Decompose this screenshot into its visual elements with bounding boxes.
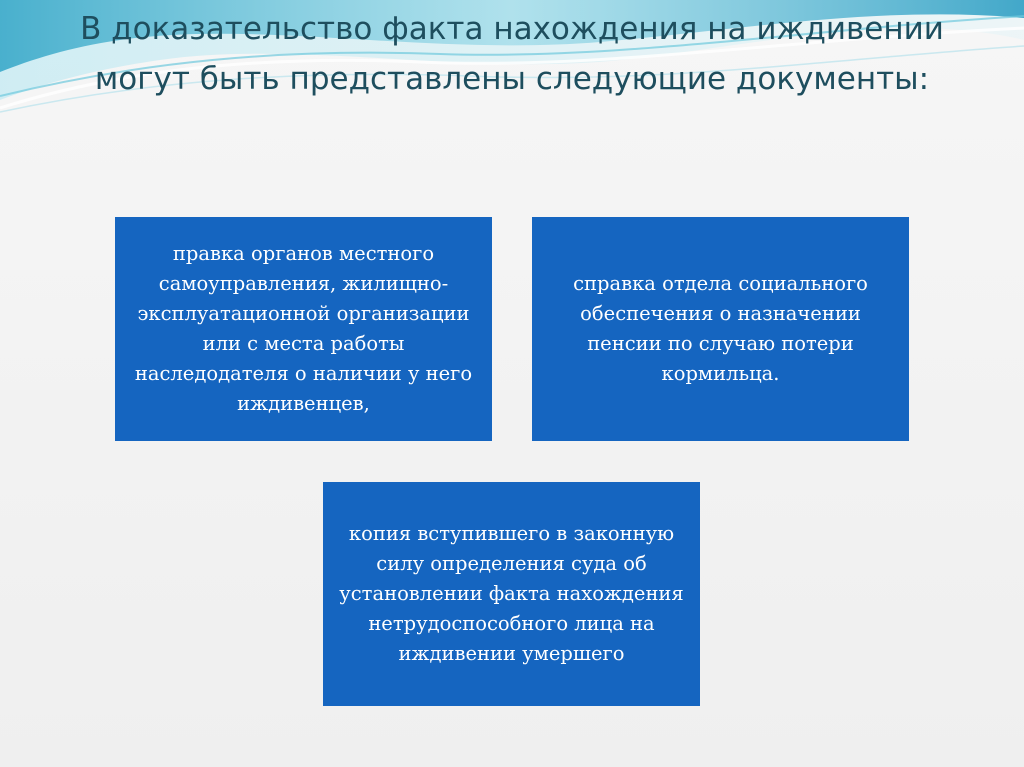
slide-title: В доказательство факта нахождения на иждивении могут быть представлены следующие документы: — [80, 11, 944, 97]
document-box-court-ruling-copy — [323, 482, 700, 706]
document-box-text: копия вступившего в законную силу определения суда об установлении факта нахождения нетрудоспособного лица на иждивении умершего — [339, 522, 684, 665]
document-box-pension-certificate — [532, 217, 909, 441]
document-box-text: справка отдела социального обеспечения о назначении пенсии по случаю потери кормильца. — [573, 272, 868, 385]
document-box-local-authority-certificate — [115, 217, 492, 441]
document-box-text: правка органов местного самоуправления, жилищно-эксплуатационной организации или с места работы наследодателя о наличии у него иждивенцев, — [134, 242, 473, 415]
